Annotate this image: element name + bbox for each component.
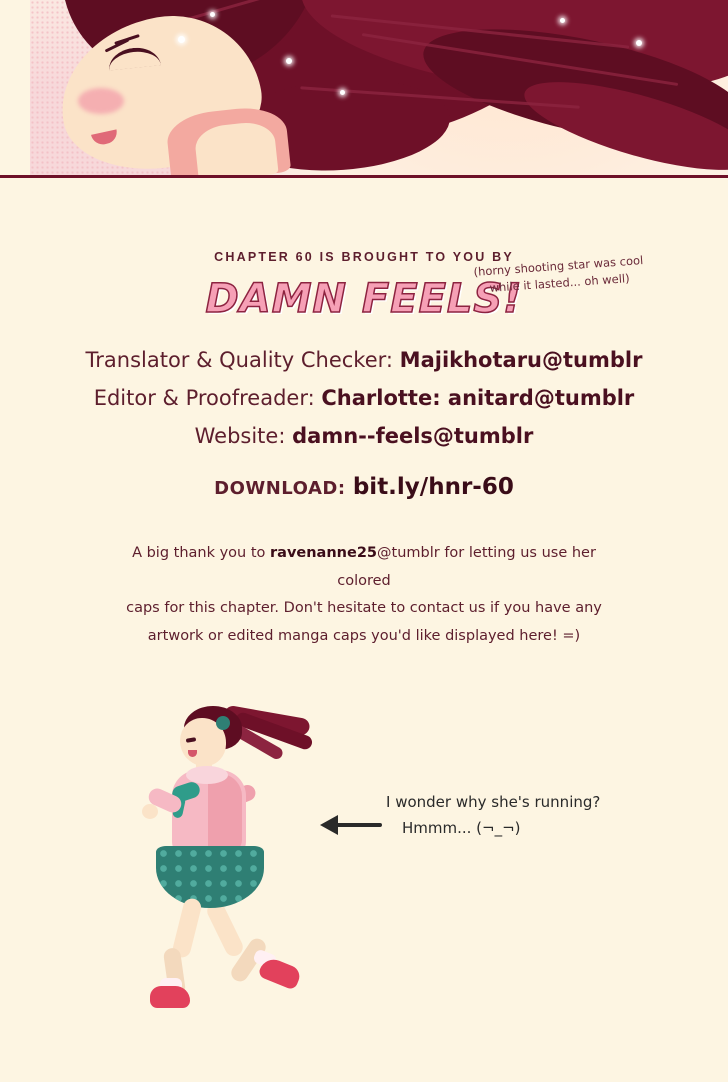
panel-left-margin (0, 0, 30, 178)
download-label: DOWNLOAD: (214, 478, 346, 499)
caption-line-2: Hmmm... (¬_¬) (402, 818, 521, 837)
top-artwork-panel (0, 0, 728, 178)
thanks-line1-post: @tumblr for letting us use her colored (337, 545, 596, 589)
caption-line-1: I wonder why she's running? (386, 793, 601, 811)
credit-row-translator (0, 348, 728, 372)
thanks-line1-pre: A big thank you to (132, 545, 271, 561)
sparkle-icon (560, 18, 565, 23)
group-logo: DAMN FEELS! (205, 276, 523, 322)
credit-value: Charlotte: anitard@tumblr (321, 386, 635, 410)
download-row (0, 474, 728, 500)
thanks-line3: artwork or edited manga caps you'd like displayed here! =) (147, 627, 581, 644)
sparkle-icon (286, 58, 292, 64)
credit-row-editor (0, 386, 728, 410)
credit-value: damn--feels@tumblr (292, 424, 534, 448)
credits-block (0, 178, 728, 650)
thanks-credited-user: ravenanne25 (270, 545, 378, 561)
sparkle-icon (636, 40, 642, 46)
credit-label: Website: (194, 424, 286, 448)
sparkle-icon (178, 36, 185, 43)
torso-shading (208, 774, 242, 852)
hand (142, 804, 158, 819)
arrow-shaft (334, 823, 382, 827)
credit-label: Editor & Proofreader: (93, 386, 315, 410)
download-link[interactable]: bit.ly/hnr-60 (352, 474, 514, 500)
skirt-polka-dots (156, 846, 264, 908)
arrow-icon (320, 812, 382, 838)
cheek-blush (78, 88, 124, 114)
arrow-head (320, 815, 338, 835)
hair-tie (216, 716, 230, 730)
handwritten-caption (386, 790, 616, 841)
credit-value: Majikhotaru@tumblr (399, 348, 643, 372)
sparkle-icon (210, 12, 215, 17)
handwritten-side-note: (horny shooting star was cool while it lasted... oh well) (473, 253, 644, 295)
running-girl-illustration (112, 700, 342, 1020)
sparkle-icon (340, 90, 345, 95)
chapter-kicker: CHAPTER 60 IS BROUGHT TO YOU BY (214, 250, 514, 264)
thanks-line2: caps for this chapter. Don't hesitate to contact us if you have any (126, 600, 602, 617)
credit-label: Translator & Quality Checker: (85, 348, 393, 372)
thanks-paragraph (104, 540, 624, 650)
shoe (150, 986, 190, 1008)
credit-row-website (0, 424, 728, 448)
